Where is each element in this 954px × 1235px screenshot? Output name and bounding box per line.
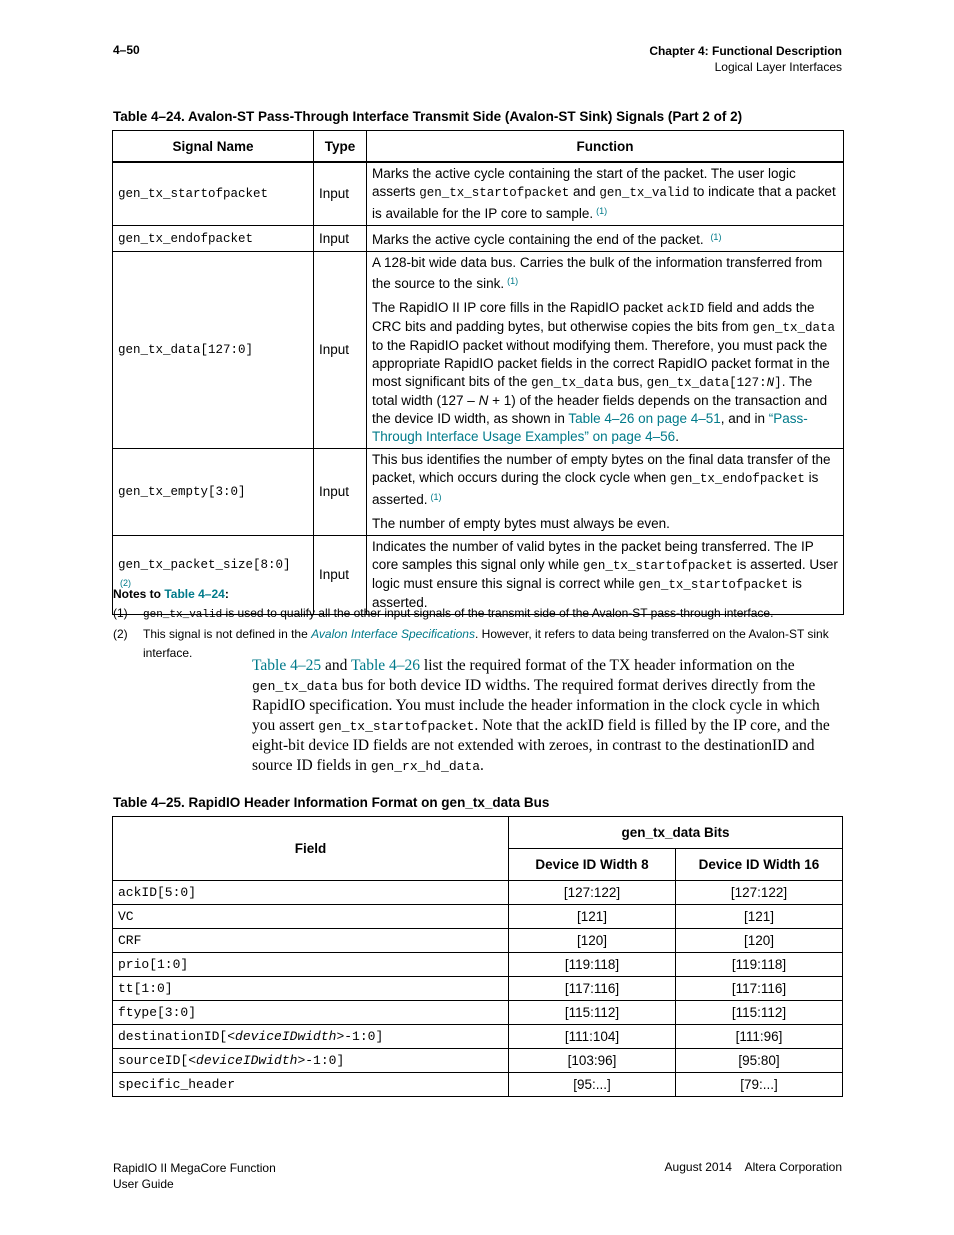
field-name: sourceID[<deviceIDwidth>-1:0]	[113, 1049, 509, 1073]
table-row	[113, 953, 843, 977]
table-24	[112, 130, 844, 615]
section-title: Logical Layer Interfaces	[714, 60, 842, 74]
signal-type: Input	[314, 252, 367, 449]
table-4-24-link[interactable]: Table 4–24	[164, 587, 225, 601]
bits-w16: [79:...]	[676, 1073, 843, 1097]
footnote-ref[interactable]: (1)	[430, 492, 442, 502]
pass-through-examples-link[interactable]: “Pass-Through Interface Usage Examples” on page 4–56	[372, 411, 808, 444]
bits-w16: [121]	[676, 905, 843, 929]
table-row	[113, 929, 843, 953]
bits-w16: [117:116]	[676, 977, 843, 1001]
bits-w8: [121]	[509, 905, 676, 929]
signal-function: A 128-bit wide data bus. Carries the bulk of the information transferred from the source to the sink. $^{(1)}$ The RapidIO II IP core fills in the RapidIO packet ackID field and adds the CRC bits and padding bytes, but otherwise copies the bits from gen_tx_data to the RapidIO packet without modifying them. Therefore, you must pack the appropriate RapidIO packet fields in the correct RapidIO packet format in the most significant bits of the gen_tx_data bus, gen_tx_data[127:N]. The total width (127 – N + 1) of the header fields depends on the transaction and the device ID width, as shown in Table 4–26 on page 4–51, and in “Pass-Through Interface Usage Examples” on page 4–56.	[367, 252, 844, 449]
bits-w16: [119:118]	[676, 953, 843, 977]
table-row	[113, 1073, 843, 1097]
table-4-25-link[interactable]: Table 4–25	[252, 657, 322, 674]
table-25-caption: Table 4–25. RapidIO Header Information Format on gen_tx_data Bus	[113, 795, 550, 810]
table-header-row	[113, 131, 844, 163]
bits-w8: [119:118]	[509, 953, 676, 977]
bits-w16: [115:112]	[676, 1001, 843, 1025]
table-24-caption: Table 4–24. Avalon-ST Pass-Through Interface Transmit Side (Avalon-ST Sink) Signals (Part 2 of 2)	[113, 109, 743, 124]
table-4-26-link[interactable]: Table 4–26	[350, 657, 421, 674]
bits-w8: [120]	[509, 929, 676, 953]
signal-function: This bus identifies the number of empty bytes on the final data transfer of the packet, which occurs during the clock cycle when gen_tx_endofpacket is asserted. $^{(1)}$ The number of empty bytes must always be even.	[367, 449, 844, 536]
bits-w8: [103:96]	[509, 1049, 676, 1073]
table-row	[113, 905, 843, 929]
avalon-spec-link[interactable]: Avalon Interface Specifications	[311, 627, 475, 641]
bits-w8: [117:116]	[509, 977, 676, 1001]
signal-function: Indicates the number of valid bytes in the packet being transferred. The IP core samples this signal only while gen_tx_startofpacket is asserted. User logic must ensure this signal is correct while gen_tx_startofpacket is asserted.	[367, 536, 844, 615]
note-2: (2) This signal is not defined in the Avalon Interface Specifications. However, it refers to data being transferred on the Avalon-ST sink interface.	[113, 627, 829, 660]
bits-w8: [111:104]	[509, 1025, 676, 1049]
col-field: Field	[113, 817, 509, 881]
bits-w8: [95:...]	[509, 1073, 676, 1097]
field-name: CRF	[113, 929, 509, 953]
field-name: destinationID[<deviceIDwidth>-1:0]	[113, 1025, 509, 1049]
table-row	[113, 1025, 843, 1049]
footer-doc-type: User Guide	[113, 1177, 174, 1191]
notes-title: Notes to Table 4–24:	[113, 587, 229, 601]
bits-w8: [115:112]	[509, 1001, 676, 1025]
col-device-id-8: Device ID Width 8	[509, 849, 676, 881]
bits-w16: [111:96]	[676, 1025, 843, 1049]
signal-name: gen_tx_data[127:0]	[113, 252, 314, 449]
table-notes	[113, 585, 853, 663]
bits-w8: [127:122]	[509, 881, 676, 905]
col-signal-name: Signal Name	[113, 131, 314, 163]
footer-left	[113, 1160, 276, 1192]
signal-type: Input	[314, 162, 367, 226]
running-header	[649, 43, 842, 75]
signal-name: gen_tx_packet_size[8:0] $^{(2)}$	[113, 536, 314, 615]
footnote-ref[interactable]: (1)	[507, 276, 519, 286]
field-name: ackID[5:0]	[113, 881, 509, 905]
table-25	[112, 816, 843, 1097]
col-device-id-16: Device ID Width 16	[676, 849, 843, 881]
signal-name: gen_tx_endofpacket	[113, 226, 314, 252]
note-1: (1) gen_tx_valid is used to qualify all the other input signals of the transmit side of the Avalon-ST pass-through interface.	[113, 606, 774, 621]
signal-type: Input	[314, 449, 367, 536]
footer-right: August 2014 Altera Corporation	[664, 1160, 842, 1174]
table-row	[113, 977, 843, 1001]
table-row	[113, 881, 843, 905]
bits-w16: [120]	[676, 929, 843, 953]
bits-w16: [127:122]	[676, 881, 843, 905]
signal-type: Input	[314, 226, 367, 252]
field-name: specific_header	[113, 1073, 509, 1097]
table-row	[113, 252, 844, 449]
table-row	[113, 1049, 843, 1073]
table-row	[113, 162, 844, 226]
signal-name: gen_tx_startofpacket	[113, 162, 314, 226]
footnote-ref[interactable]: (1)	[710, 232, 722, 242]
table-header-row	[113, 817, 843, 849]
table-row	[113, 449, 844, 536]
field-name: prio[1:0]	[113, 953, 509, 977]
body-paragraph: Table 4–25 and Table 4–26 list the required format of the TX header information on the gen_tx_data bus for both device ID widths. The required format derives directly from the RapidIO specification. You must include the header information in the clock cycle in which you assert gen_tx_startofpacket. Note that the ackID field is filled by the IP core, and the eight-bit device ID fields are not extended with zeroes, in contrast to the destinationID and source ID fields in gen_rx_hd_data.	[252, 657, 830, 774]
footnote-ref[interactable]: (1)	[596, 206, 608, 216]
chapter-title: Chapter 4: Functional Description	[649, 44, 842, 58]
table-row	[113, 226, 844, 252]
col-type: Type	[314, 131, 367, 163]
signal-function: Marks the active cycle containing the start of the packet. The user logic asserts gen_tx_startofpacket and gen_tx_valid to indicate that a packet is available for the IP core to sample. $^{(1)}$	[367, 162, 844, 226]
footnote-ref[interactable]: (2)	[120, 578, 131, 588]
signal-type: Input	[314, 536, 367, 615]
footer-product: RapidIO II MegaCore Function	[113, 1161, 276, 1175]
table-4-26-link[interactable]: Table 4–26 on page 4–51	[568, 411, 721, 426]
table-row	[113, 1001, 843, 1025]
signal-function: Marks the active cycle containing the end of the packet. $^{(1)}$	[367, 226, 844, 252]
col-function: Function	[367, 131, 844, 163]
page-number: 4–50	[113, 43, 140, 57]
col-group-bits: gen_tx_data Bits	[509, 817, 843, 849]
signal-name: gen_tx_empty[3:0]	[113, 449, 314, 536]
field-name: VC	[113, 905, 509, 929]
field-name: ftype[3:0]	[113, 1001, 509, 1025]
field-name: tt[1:0]	[113, 977, 509, 1001]
bits-w16: [95:80]	[676, 1049, 843, 1073]
